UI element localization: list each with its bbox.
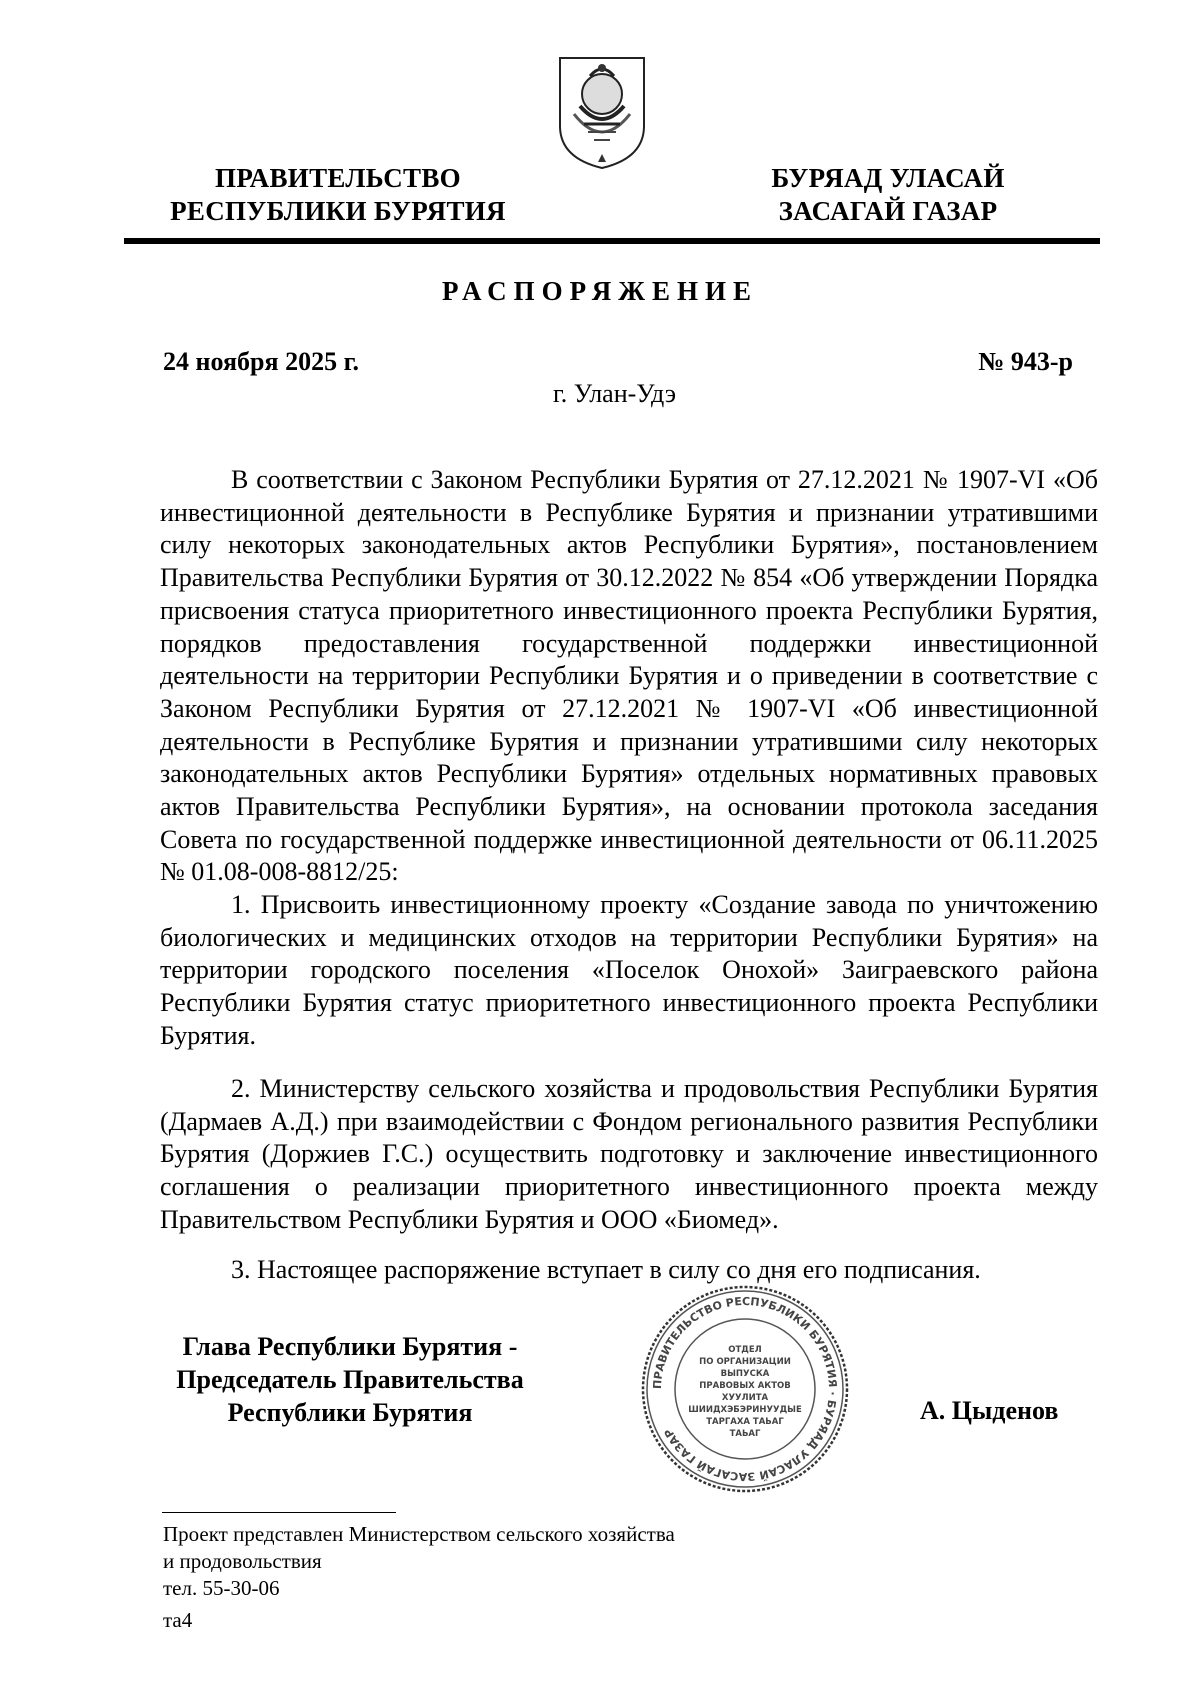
document-date: 24 ноября 2025 г. [163,347,359,376]
footer-code: та4 [163,1608,193,1632]
signatory-position [150,1330,550,1429]
footer-divider [162,1512,396,1513]
position-line-2: Председатель Правительства [176,1365,524,1394]
stamp-line-6: ШИИДХЭБЭРИНУУДЫЕ [688,1405,802,1415]
header-right-line1: БУРЯАД УЛАСАЙ [771,163,1005,193]
footer-note [163,1521,863,1602]
header-left [158,162,518,228]
preamble-paragraph: В соответствии с Законом Республики Бурятия от 27.12.2021 № 1907-VI «Об инвестиционной деятельности в Республике Бурятия и признании утратившими силу некоторых законодательных актов Республики Бурятия», постановлением Правительства Республики Бурятия от 30.12.2022 № 854 «Об утверждении Порядка присвоения статуса приоритетного инвестиционного проекта Республики Бурятия, порядков предоставления государственной поддержки инвестиционной деятельности на территории Республики Бурятия и о приведении в соответствие с Законом Республики Бурятия от 27.12.2021 № 1907-VI «Об инвестиционной деятельности в Республике Бурятия и признании утратившими силу некоторых законодательных актов Республики Бурятия» отдельных нормативных правовых актов Правительства Республики Бурятия», на основании протокола заседания Совета по государственной поддержке инвестиционной деятельности от 06.11.2025 № 01.08-008-8812/25: [160,465,1098,887]
document-city: г. Улан-Удэ [553,379,677,408]
header-left-line2: РЕСПУБЛИКИ БУРЯТИЯ [170,196,506,226]
stamp-line-4: ПРАВОВЫХ АКТОВ [699,1381,791,1391]
coat-of-arms-icon [554,54,650,172]
stamp-line-2: ПО ОРГАНИЗАЦИИ [699,1357,791,1367]
header-divider [124,238,1100,244]
position-line-1: Глава Республики Бурятия - [182,1332,518,1361]
footer-phone: тел. 55-30-06 [163,1576,280,1600]
stamp-line-3: ВЫПУСКА [720,1369,770,1379]
item-1-paragraph: 1. Присвоить инвестиционному проекту «Создание завода по уничтожению биологических и медицинских отходов на территории Республики Бурятия» на территории городского поселения «Поселок Онохой» Заиграевского района Республики Бурятия статус приоритетного инвестиционного проекта Республики Бурятия. [160,890,1098,1050]
footer-note-line-2: и продовольствия [163,1549,322,1573]
item-3-paragraph: 3. Настоящее распоряжение вступает в силу со дня его подписания. [231,1255,981,1284]
signatory-name: А. Цыденов [920,1396,1059,1425]
stamp-line-1: ОТДЕЛ [728,1345,762,1355]
document-title: РАСПОРЯЖЕНИЕ [441,276,759,306]
stamp-line-7: ТАРГАХА ТАЬАГ [706,1417,784,1427]
header-right [738,162,1038,228]
stamp-line-8: ТАЬАГ [729,1429,761,1439]
official-stamp [640,1284,850,1494]
stamp-ring-text: ПРАВИТЕЛЬСТВО РЕСПУБЛИКИ БУРЯТИЯ · БУРЯАД УЛАСАЙ ЗАСАГАЙ ГАЗАР [650,1294,840,1484]
item-2-paragraph: 2. Министерству сельского хозяйства и продовольствия Республики Бурятия (Дармаев А.Д.) при взаимодействии с Фондом регионального развития Республики Бурятия (Доржиев Г.С.) осуществить подготовку и заключение инвестиционного соглашения о реализации приоритетного инвестиционного проекта между Правительством Республики Бурятия и ООО «Биомед». [160,1074,1098,1234]
footer-note-line-1: Проект представлен Министерством сельского хозяйства [163,1522,675,1546]
header-left-line1: ПРАВИТЕЛЬСТВО [215,163,461,193]
header-right-line2: ЗАСАГАЙ ГАЗАР [778,196,998,226]
position-line-3: Республики Бурятия [227,1398,473,1427]
stamp-line-5: ХУУЛИТА [721,1393,769,1403]
document-number: № 943-р [978,347,1073,376]
